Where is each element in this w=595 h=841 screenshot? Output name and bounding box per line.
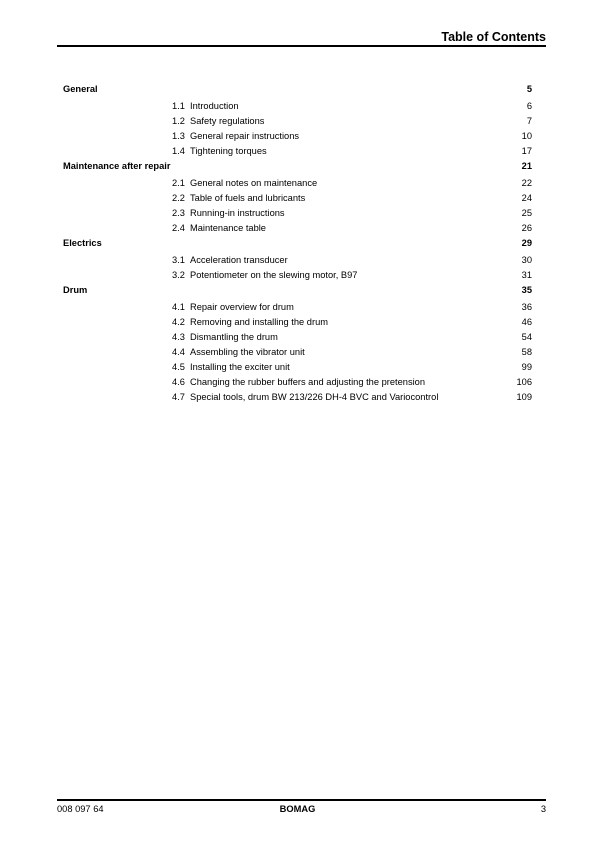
entry-number: 2.3 [172, 208, 185, 218]
entry-number: 3.1 [172, 255, 185, 265]
page-title: Table of Contents [441, 30, 546, 44]
header-rule [57, 45, 546, 47]
entry-title: Table of fuels and lubricants [190, 193, 306, 203]
table-of-contents [63, 82, 532, 405]
toc-entry[interactable] [63, 300, 532, 315]
entry-page: 30 [521, 255, 532, 265]
toc-section-electrics[interactable] [63, 236, 532, 251]
entry-page: 10 [521, 131, 532, 141]
entry-title: Maintenance table [190, 223, 266, 233]
entry-title: Acceleration transducer [190, 255, 288, 265]
toc-entry[interactable] [63, 345, 532, 360]
entry-page: 46 [521, 317, 532, 327]
entry-title: Dismantling the drum [190, 332, 278, 342]
entry-page: 24 [521, 193, 532, 203]
toc-entry[interactable] [63, 360, 532, 375]
entry-page: 99 [521, 362, 532, 372]
toc-entry[interactable] [63, 99, 532, 114]
section-title: Maintenance after repair [63, 161, 171, 171]
toc-entry[interactable] [63, 330, 532, 345]
entry-title: Tightening torques [190, 146, 267, 156]
toc-entry[interactable] [63, 221, 532, 236]
entry-page: 17 [521, 146, 532, 156]
entry-page: 31 [521, 270, 532, 280]
toc-section-general[interactable] [63, 82, 532, 97]
entry-number: 1.4 [172, 146, 185, 156]
entry-title: Special tools, drum BW 213/226 DH-4 BVC and Variocontrol [190, 392, 439, 402]
entry-title: Introduction [190, 101, 239, 111]
entry-title: Potentiometer on the slewing motor, B97 [190, 270, 358, 280]
entry-number: 1.2 [172, 116, 185, 126]
entry-page: 58 [521, 347, 532, 357]
entry-title: Assembling the vibrator unit [190, 347, 305, 357]
toc-entry[interactable] [63, 390, 532, 405]
entry-title: Installing the exciter unit [190, 362, 290, 372]
toc-entry[interactable] [63, 206, 532, 221]
toc-entry[interactable] [63, 253, 532, 268]
entry-page: 25 [521, 208, 532, 218]
entry-page: 36 [521, 302, 532, 312]
document-number: 008 097 64 [57, 804, 104, 814]
entry-page: 109 [516, 392, 532, 402]
entry-page: 26 [521, 223, 532, 233]
section-title: Electrics [63, 238, 102, 248]
entry-title: General repair instructions [190, 131, 300, 141]
entry-page: 54 [521, 332, 532, 342]
entry-number: 1.3 [172, 131, 185, 141]
toc-entry[interactable] [63, 144, 532, 159]
toc-entry[interactable] [63, 268, 532, 283]
entry-title: General notes on maintenance [190, 178, 318, 188]
entry-page: 7 [526, 116, 532, 126]
entry-number: 2.4 [172, 223, 185, 233]
brand-name: BOMAG [279, 804, 316, 814]
toc-section-drum[interactable] [63, 283, 532, 298]
entry-number: 2.1 [172, 178, 185, 188]
entry-number: 1.1 [172, 101, 185, 111]
entry-title: Changing the rubber buffers and adjusting the pretension [190, 377, 426, 387]
toc-entry[interactable] [63, 114, 532, 129]
section-title: Drum [63, 285, 88, 295]
entry-title: Safety regulations [190, 116, 265, 126]
entry-title: Repair overview for drum [190, 302, 294, 312]
entry-page: 6 [526, 101, 532, 111]
toc-entry[interactable] [63, 176, 532, 191]
entry-title: Running-in instructions [190, 208, 285, 218]
entry-number: 4.6 [172, 377, 185, 387]
section-page: 21 [521, 161, 532, 171]
section-page: 5 [526, 84, 532, 94]
toc-entry[interactable] [63, 375, 532, 390]
entry-number: 3.2 [172, 270, 185, 280]
entry-number: 4.7 [172, 392, 185, 402]
entry-number: 4.3 [172, 332, 185, 342]
toc-section-maintenance-after-repair[interactable] [63, 159, 532, 174]
entry-number: 4.2 [172, 317, 185, 327]
toc-entry[interactable] [63, 191, 532, 206]
section-page: 29 [521, 238, 532, 248]
footer-rule [57, 799, 546, 801]
toc-entry[interactable] [63, 129, 532, 144]
section-title: General [63, 84, 98, 94]
entry-number: 4.5 [172, 362, 185, 372]
entry-number: 2.2 [172, 193, 185, 203]
section-page: 35 [521, 285, 532, 295]
page-number: 3 [540, 804, 546, 814]
entry-page: 106 [516, 377, 532, 387]
entry-number: 4.1 [172, 302, 185, 312]
toc-entry[interactable] [63, 315, 532, 330]
entry-title: Removing and installing the drum [190, 317, 328, 327]
entry-number: 4.4 [172, 347, 185, 357]
entry-page: 22 [521, 178, 532, 188]
